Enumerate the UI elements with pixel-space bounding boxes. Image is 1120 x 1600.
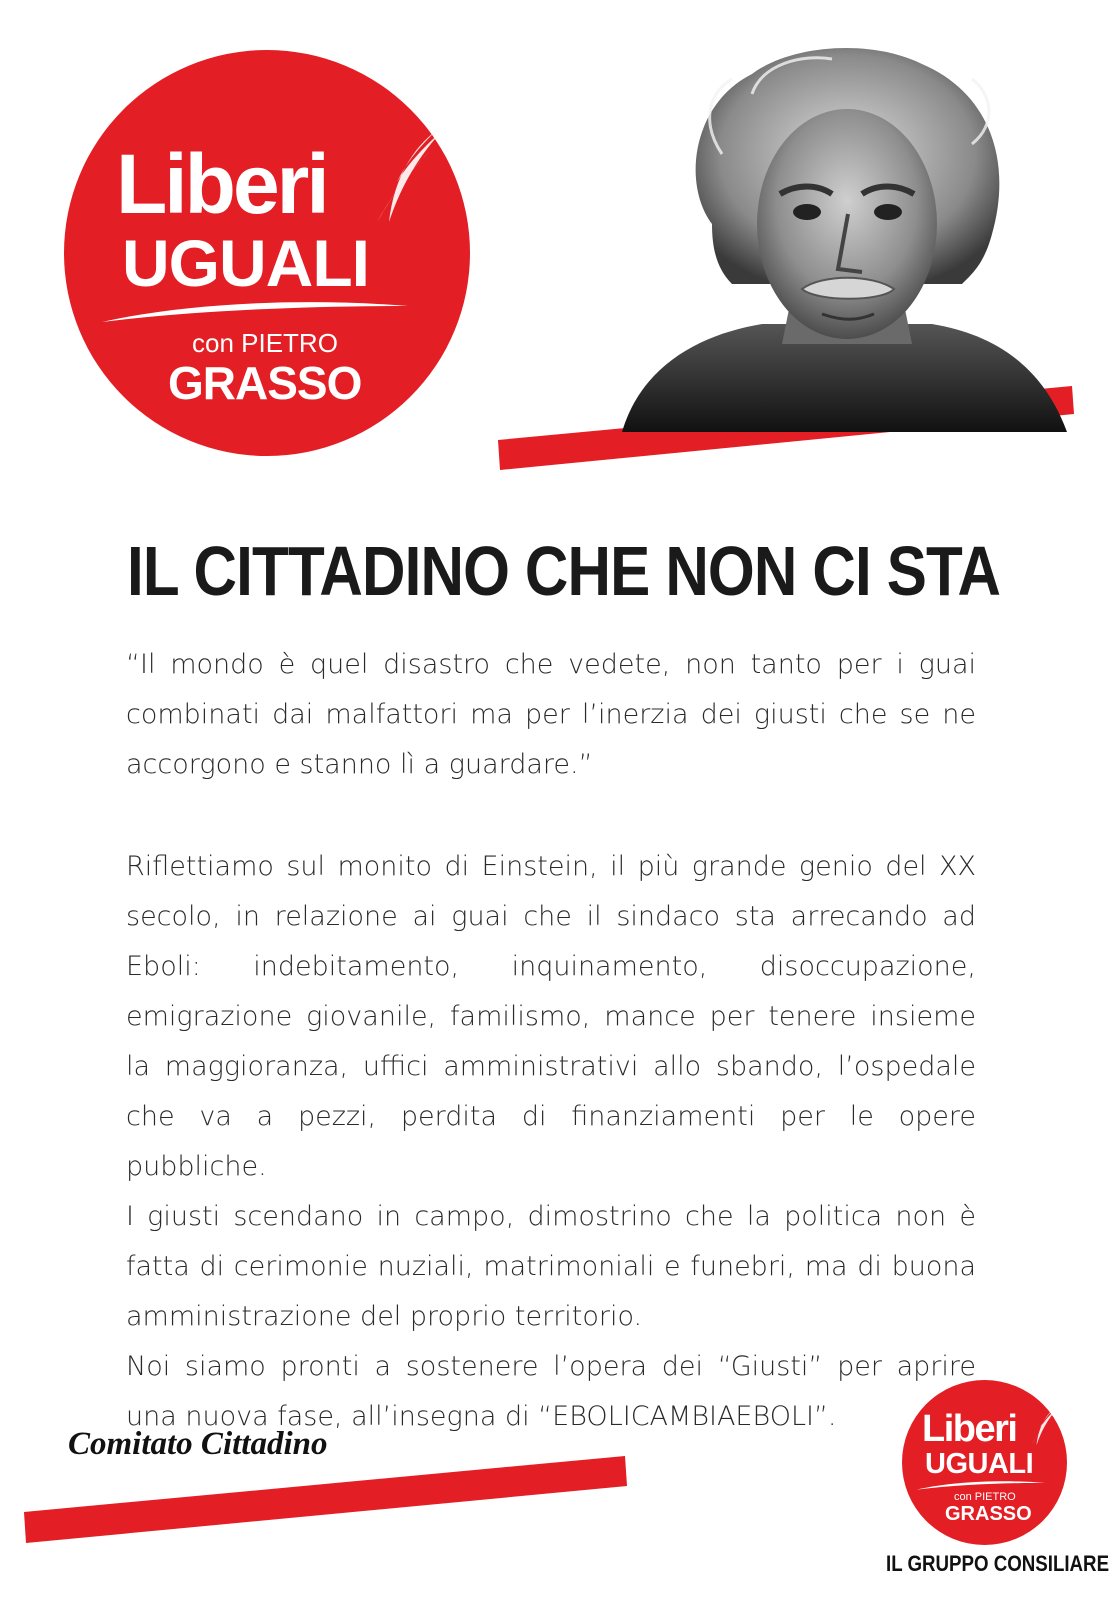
- group-label: IL GRUPPO CONSILIARE: [886, 1551, 1110, 1576]
- einstein-quote: “Il mondo è quel disastro che vedete, non tanto per i guai combinati dai malfattori ma per l’inerzia dei giusti che se ne accorgono e stanno lì a guardare.”: [126, 649, 976, 780]
- logo-grasso: GRASSO: [945, 1503, 1032, 1525]
- einstein-portrait: [612, 34, 1072, 432]
- logo-grasso: GRASSO: [168, 357, 362, 409]
- logo-con-pietro: con PIETRO: [954, 1491, 1016, 1503]
- party-logo-small: [902, 1380, 1067, 1545]
- page-title: IL CITTADINO CHE NON CI STA: [127, 532, 1001, 610]
- signature: Comitato Cittadino: [68, 1426, 328, 1462]
- feather-icon: [369, 122, 449, 232]
- paragraph-3: Noi siamo pronti a sostenere l’opera dei “Giusti” per aprire una nuova fase, all’insegna di “EBOLICAMBIAEBOLI”.: [126, 1351, 976, 1432]
- logo-liberi: Liberi: [116, 137, 327, 231]
- body-text: [126, 640, 976, 1442]
- logo-con-pietro: con PIETRO: [192, 328, 338, 358]
- logo-liberi: Liberi: [922, 1408, 1017, 1450]
- logo-uguali: UGUALI: [925, 1448, 1034, 1480]
- swoosh-icon: [100, 296, 410, 326]
- paragraph-2: I giusti scendano in campo, dimostrino che la politica non è fatta di cerimonie nuziali, matrimoniali e funebri, ma di buona amministrazione del proprio territorio.: [126, 1201, 976, 1332]
- paragraph-1: Riflettiamo sul monito di Einstein, il più grande genio del XX secolo, in relazione ai guai che il sindaco sta arrecando ad Eboli: indebitamento, inquinamento, disoccupazione, emigrazione giovanile, familismo, mance per tenere insieme la maggioranza, uffici amministrativi allo sbando, l’ospedale che va a pezzi, perdita di finanziamenti per le opere pubbliche.: [126, 851, 976, 1182]
- party-logo: [64, 50, 470, 456]
- swoosh-icon: [916, 1478, 1046, 1492]
- red-stripe-bottom: [24, 1456, 627, 1543]
- paragraph-gap: [126, 790, 976, 842]
- feather-icon: [1028, 1402, 1062, 1450]
- logo-uguali: UGUALI: [122, 226, 369, 300]
